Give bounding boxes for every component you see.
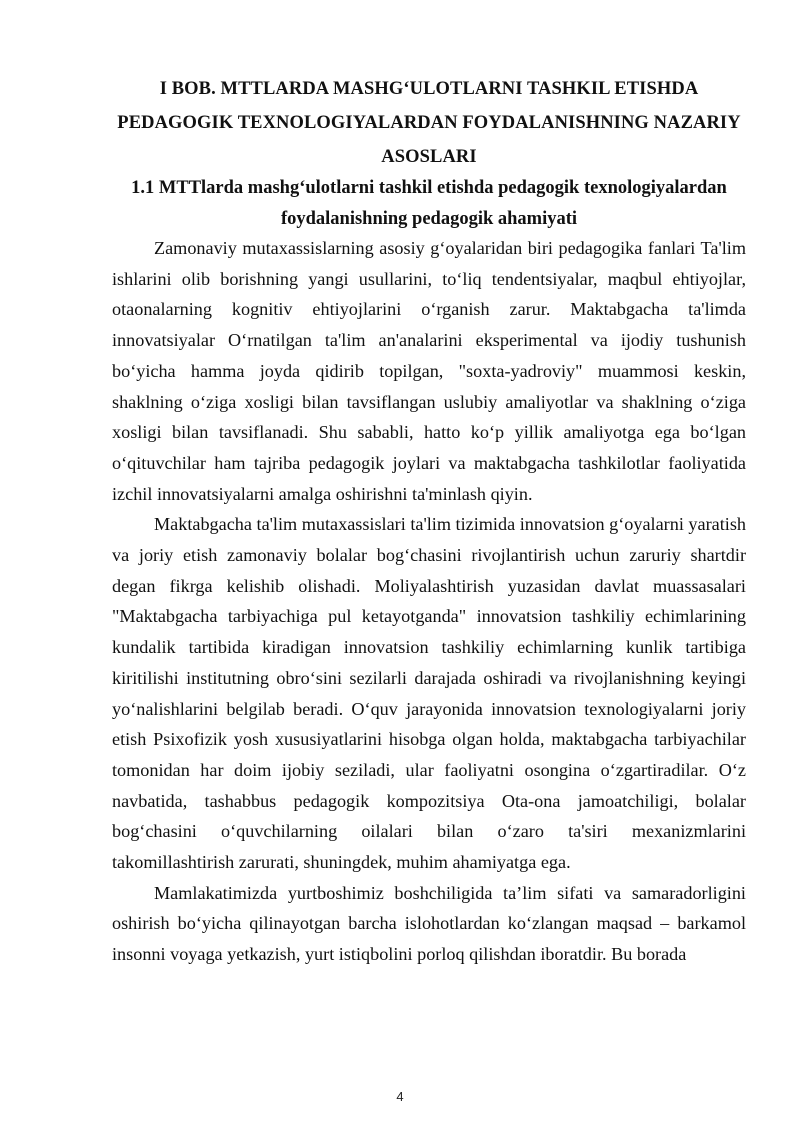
paragraph: Zamonaviy mutaxassislarning asosiy g‘oyalaridan biri pedagogika fanlari Ta'lim ishlarini olib borishning yangi usullarini, to‘liq tendentsiyalar, maqbul ehtiyojlar, otaonalarning kognitiv ehtiyojlarini o‘rganish zarur. Maktabgacha ta'limda innovatsiyalar O‘rnatilgan ta'lim an'analarini eksperimental va ijodiy tushunish bo‘yicha hamma joyda qidirib topilgan, "soxta-yadroviy" muammosi keskin, shaklning o‘ziga xosligi bilan tavsiflangan uslubiy amaliyotlar va shaklning o‘ziga xosligi bilan tavsiflanadi. Shu sababli, hatto ko‘p yillik amaliyotga ega bo‘lgan o‘qituvchilar ham tajriba pedagogik joylari va maktabgacha tashkilotlar faoliyatida izchil innovatsiyalarni amalga oshirishni ta'minlash qiyin.	[112, 238, 746, 504]
paragraph: Maktabgacha ta'lim mutaxassislari ta'lim tizimida innovatsion g‘oyalarni yaratish va joriy etish zamonaviy bolalar bog‘chasini rivojlantirish uchun zaruriy shartdir degan fikrga kelishib olishadi. Moliyalashtirish yuzasidan davlat muassasalari "Maktabgacha tarbiyachiga pul ketayotganda" innovatsion tashkiliy echimlarining kundalik tartibida kiradigan innovatsion tashkiliy echimlarning kunlik tartibiga kiritilishi institutning obro‘sini sezilarli darajada oshiradi va rivojlanishning keyingi yo‘nalishlarini belgilab beradi. O‘quv jarayonida innovatsion texnologiyalarni joriy etish Psixofizik yosh xususiyatlarini hisobga olgan holda, maktabgacha tarbiyachilar tomonidan har doim ijobiy seziladi, ular faoliyatni osongina o‘zgartiradilar. O‘z navbatida, tashabbus pedagogik kompozitsiya Ota-ona jamoatchiligi, bolalar bog‘chasini o‘quvchilarning oilalari bilan o‘zaro ta'siri mexanizmlarini takomillashtirish zarurati, shuningdek, muhim ahamiyatga ega.	[112, 514, 746, 873]
page-number: 4	[396, 1089, 404, 1104]
section-title: 1.1 MTTlarda mashg‘ulotlarni tashkil etishda pedagogik texnologiyalardan foydalanishning pedagogik ahamiyati	[131, 178, 727, 229]
chapter-title: I BOB. MTTLARDA MASHG‘ULOTLARNI TASHKIL ETISHDA PEDAGOGIK TEXNOLOGIYALARDAN FOYDALANISHNING NAZARIY ASOSLARI	[117, 79, 741, 167]
paragraph: Mamlakatimizda yurtboshimiz boshchiligida ta’lim sifati va samaradorligini oshirish bo‘yicha qilinayotgan barcha islohotlardan ko‘zlangan maqsad – barkamol insonni voyaga yetkazish, yurt istiqbolini porloq qilishdan iboratdir. Bu borada	[112, 882, 746, 965]
body-text	[112, 233, 746, 970]
